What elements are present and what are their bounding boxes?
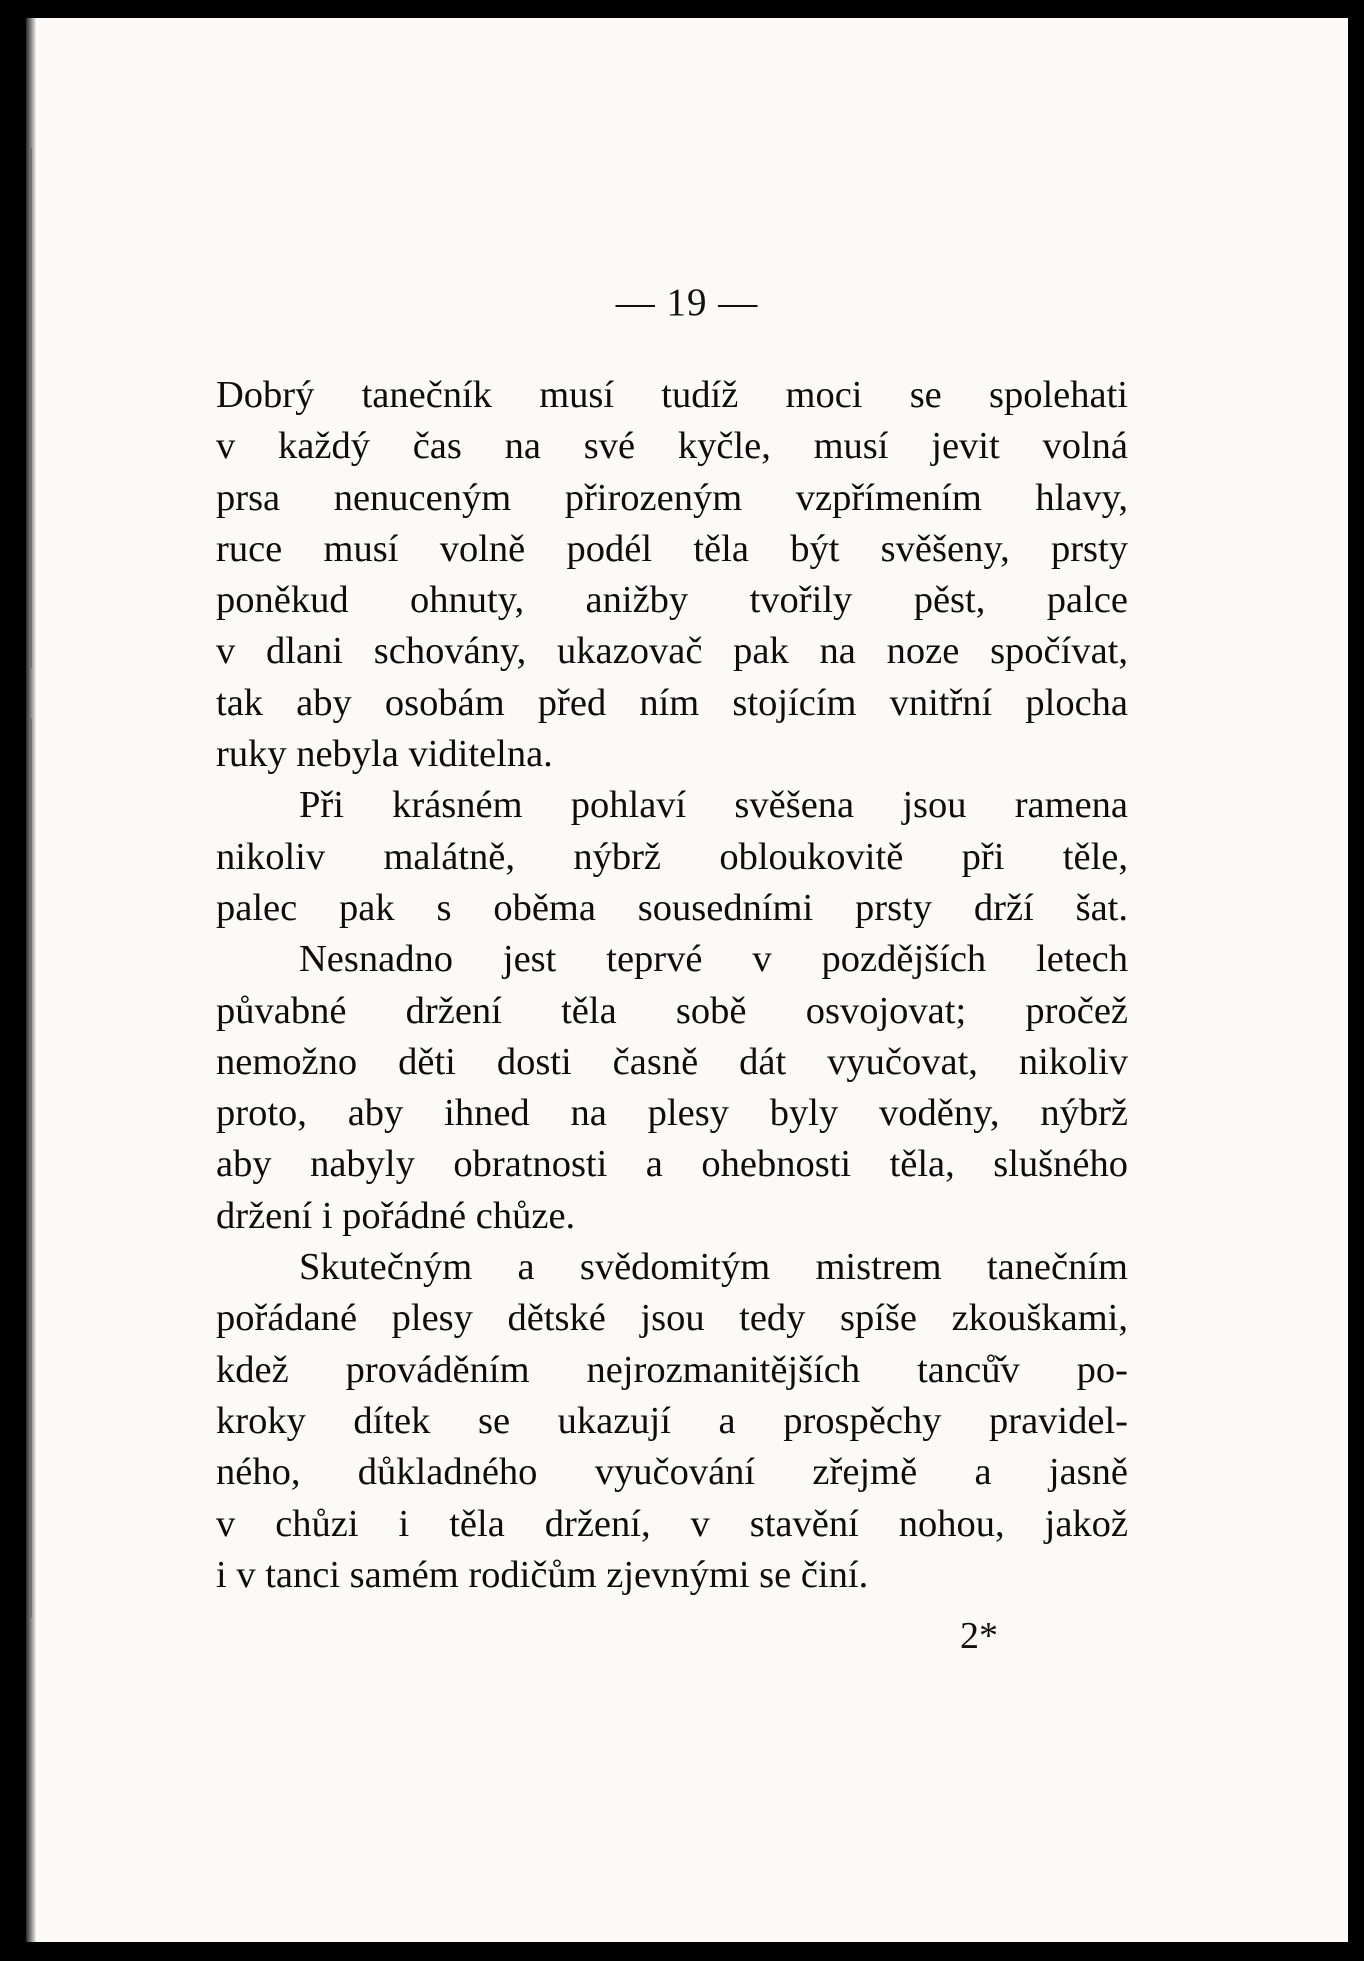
text-line: v chůzi i těla držení, v stavění nohou, jakož [216, 1502, 1128, 1545]
text-line: nikoliv malátně, nýbrž obloukovitě při těle, [216, 835, 1128, 878]
text-line: aby nabyly obratnosti a ohebnosti těla, slušného [216, 1143, 1128, 1186]
text-line: proto, aby ihned na plesy byly voděny, nýbrž [216, 1092, 1128, 1135]
text-line: palec pak s oběma sousedními prsty drží šat. [216, 886, 1128, 929]
book-page [26, 18, 1348, 1942]
text-line: držení i pořádné chůze. [216, 1194, 576, 1237]
scan-artifact [30, 718, 32, 1618]
scan-artifact [30, 148, 32, 668]
text-line: v dlani schovány, ukazovač pak na noze spočívat, [216, 630, 1128, 673]
page-number: — 19 — [615, 281, 759, 324]
text-line: ruce musí volně podél těla být svěšeny, prsty [216, 527, 1128, 570]
text-line: poněkud ohnuty, anižby tvořily pěst, palce [216, 579, 1128, 622]
text-line: Nesnadno jest teprvé v pozdějších letech [299, 938, 1128, 981]
text-line: ného, důkladného vyučování zřejmě a jasně [216, 1451, 1128, 1494]
text-line: prsa nenuceným přirozeným vzpřímením hlavy, [216, 476, 1128, 519]
text-line: Při krásném pohlaví svěšena jsou ramena [299, 784, 1128, 827]
text-line: kroky dítek se ukazují a prospěchy pravidel- [216, 1399, 1128, 1442]
text-line: i v tanci samém rodičům zjevnými se činí. [216, 1553, 869, 1596]
text-line: půvabné držení těla sobě osvojovat; pročež [216, 989, 1128, 1032]
text-line: Dobrý tanečník musí tudíž moci se spolehati [216, 374, 1128, 416]
text-line: nemožno děti dosti časně dát vyučovat, nikoliv [216, 1040, 1128, 1083]
text-line: tak aby osobám před ním stojícím vnitřní plocha [216, 681, 1128, 724]
text-line: Skutečným a svědomitým mistrem tanečním [299, 1246, 1128, 1289]
text-line: v každý čas na své kyčle, musí jevit volná [216, 425, 1128, 468]
signature-mark: 2* [960, 1615, 998, 1657]
text-line: kdež prováděním nejrozmanitějších tanců̌v po- [216, 1348, 1128, 1391]
text-line: ruky nebyla viditelna. [216, 733, 553, 776]
body-text [216, 370, 1128, 1601]
text-line: pořádané plesy dětské jsou tedy spíše zkouškami, [216, 1297, 1128, 1340]
